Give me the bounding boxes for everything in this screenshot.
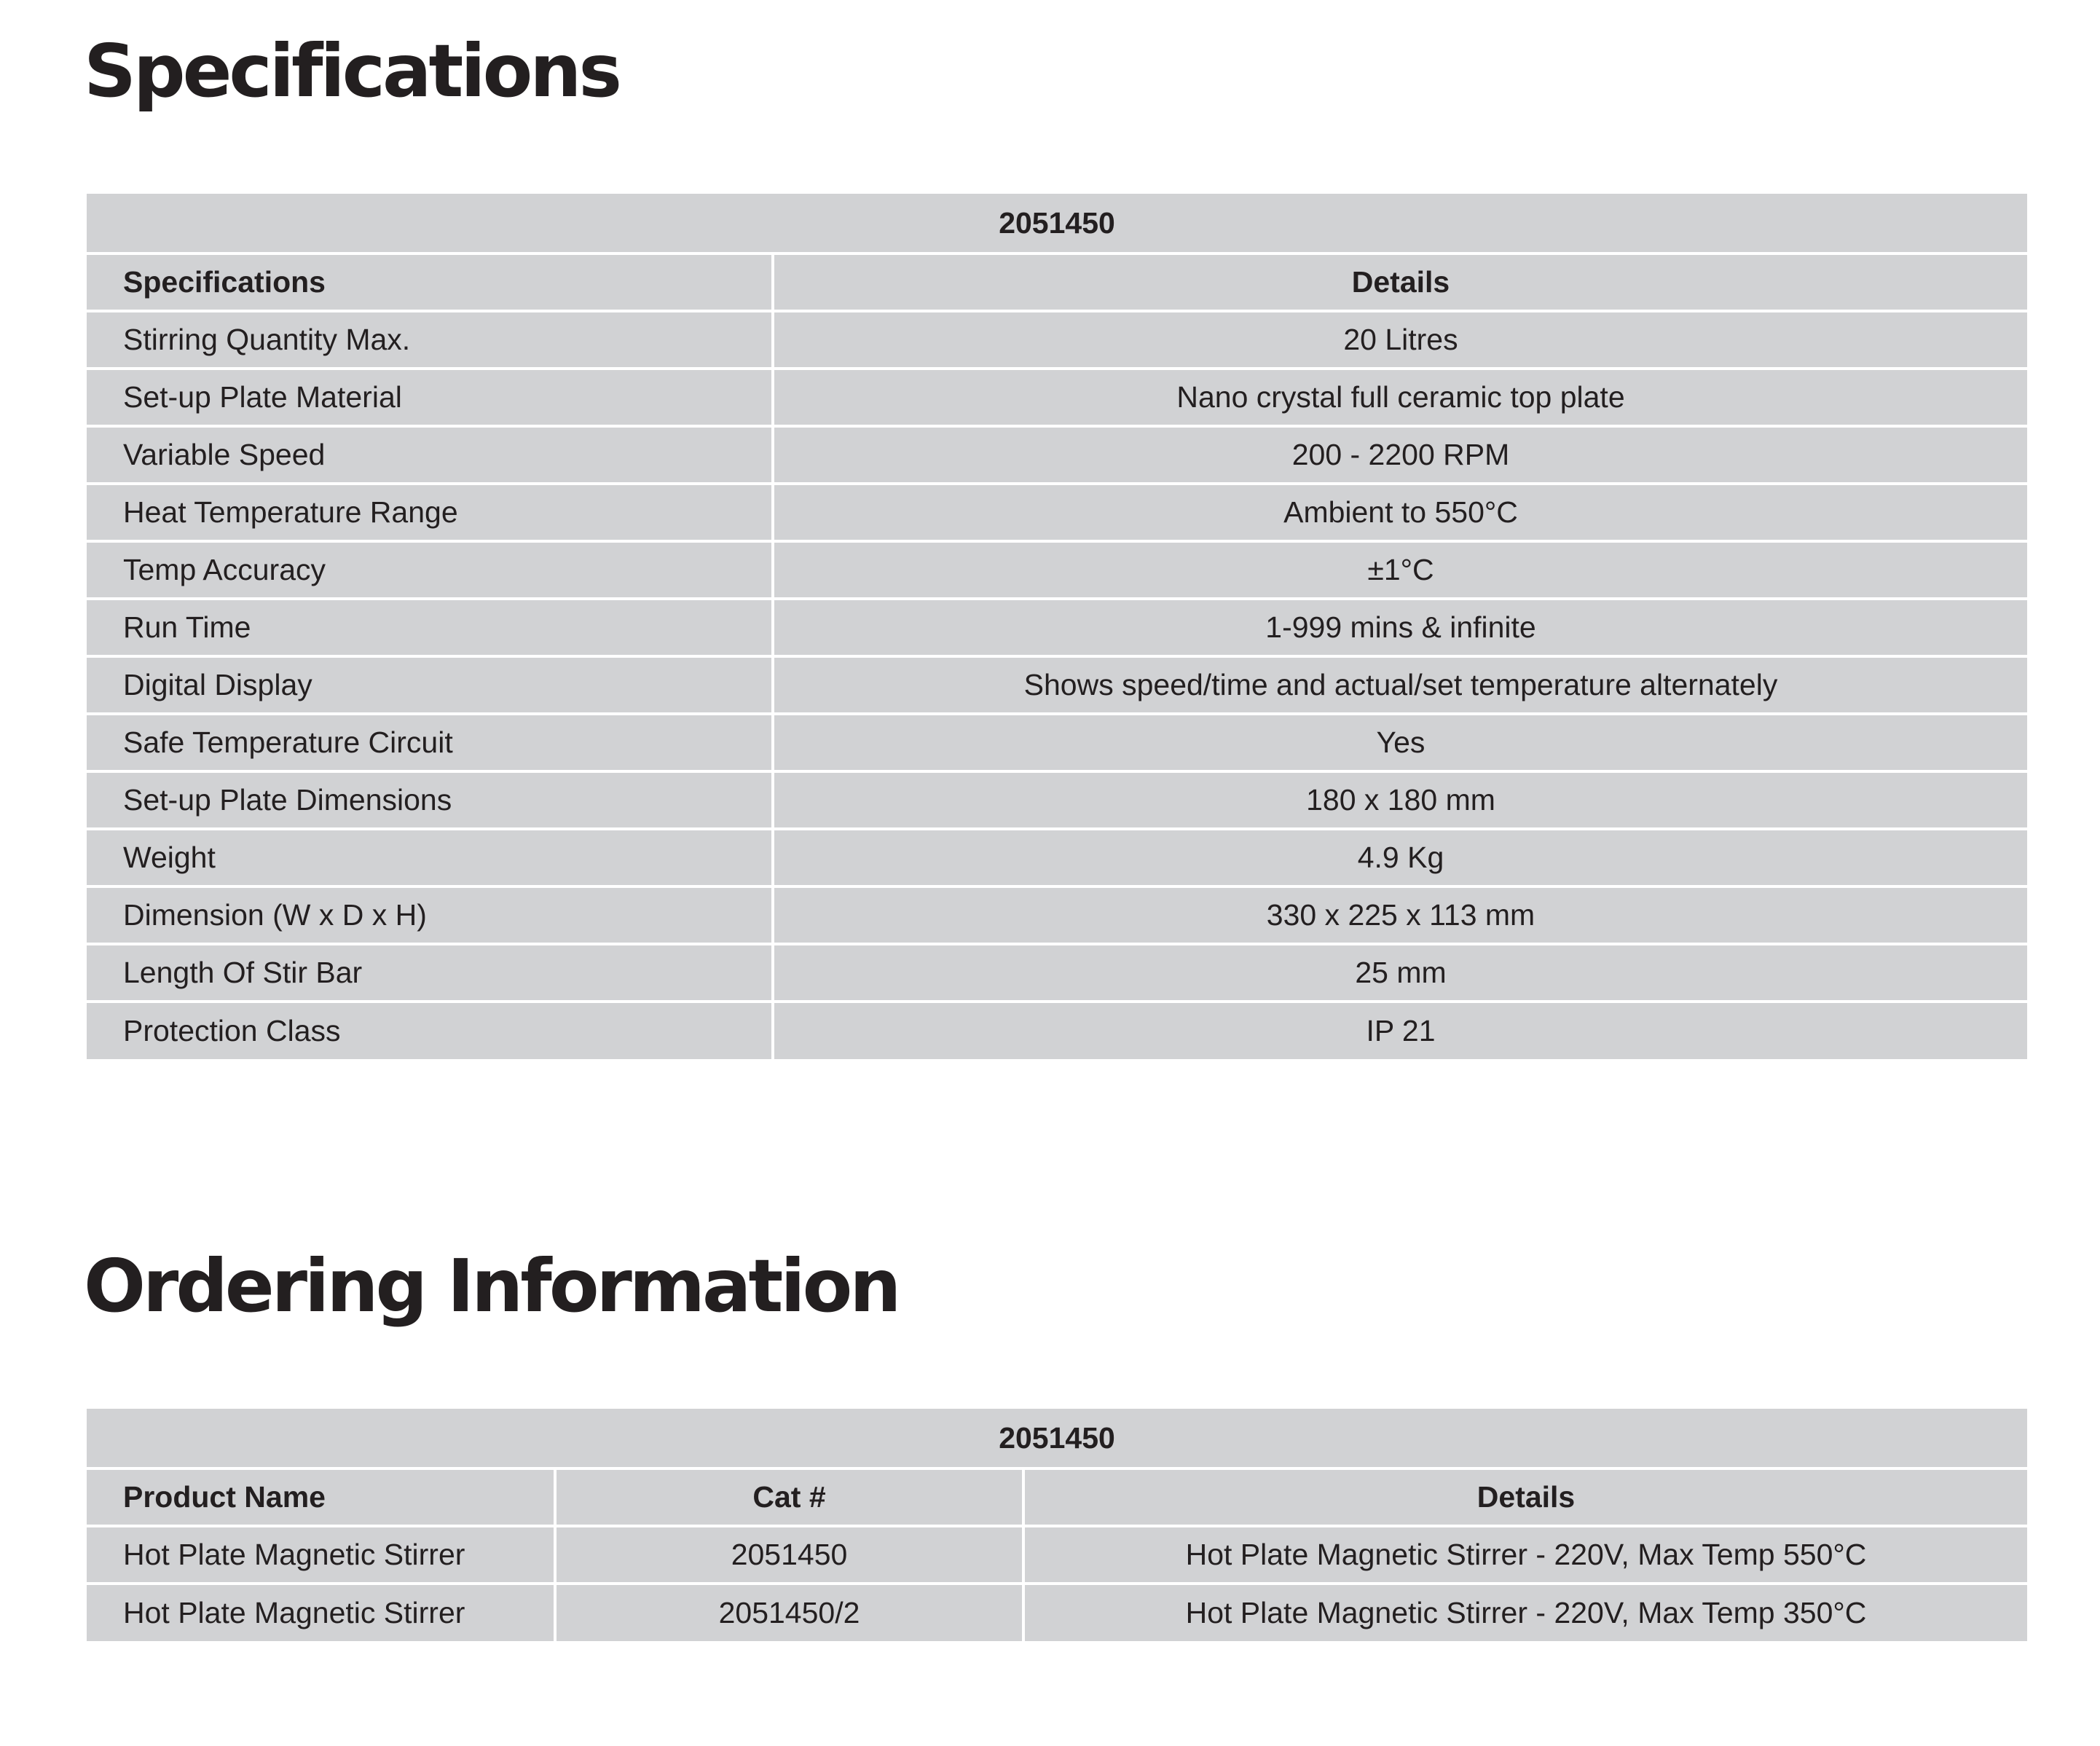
spec-name: Heat Temperature Range bbox=[87, 484, 773, 541]
spec-name: Set-up Plate Material bbox=[87, 369, 773, 426]
spec-name: Length Of Stir Bar bbox=[87, 944, 773, 1002]
spec-name: Protection Class bbox=[87, 1002, 773, 1059]
ordering-table bbox=[87, 1409, 2027, 1641]
table-row bbox=[87, 1584, 2027, 1641]
specifications-table bbox=[87, 194, 2027, 1059]
table-header-row bbox=[87, 1468, 2027, 1526]
spec-detail: Shows speed/time and actual/set temperature alternately bbox=[773, 656, 2027, 714]
specifications-heading: Specifications bbox=[84, 28, 620, 114]
table-row bbox=[87, 714, 2027, 771]
spec-name: Digital Display bbox=[87, 656, 773, 714]
table-row bbox=[87, 1526, 2027, 1584]
spec-detail: IP 21 bbox=[773, 1002, 2027, 1059]
spec-name: Variable Speed bbox=[87, 426, 773, 484]
table-title-row bbox=[87, 194, 2027, 253]
table-row bbox=[87, 886, 2027, 944]
table-title: 2051450 bbox=[87, 1409, 2027, 1468]
spec-detail: 1-999 mins & infinite bbox=[773, 599, 2027, 656]
column-header-specifications: Specifications bbox=[87, 253, 773, 311]
table-row bbox=[87, 1002, 2027, 1059]
table-row bbox=[87, 484, 2027, 541]
column-header-details: Details bbox=[773, 253, 2027, 311]
table-row bbox=[87, 656, 2027, 714]
spec-detail: 25 mm bbox=[773, 944, 2027, 1002]
cat-number: 2051450/2 bbox=[555, 1584, 1023, 1641]
product-name: Hot Plate Magnetic Stirrer bbox=[87, 1584, 555, 1641]
table-row bbox=[87, 369, 2027, 426]
column-header-details: Details bbox=[1023, 1468, 2027, 1526]
product-detail: Hot Plate Magnetic Stirrer - 220V, Max Temp 350°C bbox=[1023, 1584, 2027, 1641]
spec-detail: 330 x 225 x 113 mm bbox=[773, 886, 2027, 944]
product-detail: Hot Plate Magnetic Stirrer - 220V, Max Temp 550°C bbox=[1023, 1526, 2027, 1584]
table-row bbox=[87, 944, 2027, 1002]
table-title-row bbox=[87, 1409, 2027, 1468]
table-row bbox=[87, 829, 2027, 886]
spec-detail: 180 x 180 mm bbox=[773, 771, 2027, 829]
table-row bbox=[87, 426, 2027, 484]
table-row bbox=[87, 771, 2027, 829]
spec-detail: ±1°C bbox=[773, 541, 2027, 599]
spec-name: Set-up Plate Dimensions bbox=[87, 771, 773, 829]
spec-detail: Ambient to 550°C bbox=[773, 484, 2027, 541]
spec-detail: Yes bbox=[773, 714, 2027, 771]
spec-name: Stirring Quantity Max. bbox=[87, 311, 773, 369]
spec-detail: 20 Litres bbox=[773, 311, 2027, 369]
table-row bbox=[87, 541, 2027, 599]
spec-detail: Nano crystal full ceramic top plate bbox=[773, 369, 2027, 426]
column-header-product-name: Product Name bbox=[87, 1468, 555, 1526]
table-row bbox=[87, 311, 2027, 369]
spec-name: Temp Accuracy bbox=[87, 541, 773, 599]
ordering-information-heading: Ordering Information bbox=[84, 1243, 899, 1329]
spec-name: Safe Temperature Circuit bbox=[87, 714, 773, 771]
spec-name: Dimension (W x D x H) bbox=[87, 886, 773, 944]
spec-name: Run Time bbox=[87, 599, 773, 656]
product-name: Hot Plate Magnetic Stirrer bbox=[87, 1526, 555, 1584]
cat-number: 2051450 bbox=[555, 1526, 1023, 1584]
table-row bbox=[87, 599, 2027, 656]
spec-name: Weight bbox=[87, 829, 773, 886]
spec-detail: 4.9 Kg bbox=[773, 829, 2027, 886]
table-header-row bbox=[87, 253, 2027, 311]
column-header-cat-number: Cat # bbox=[555, 1468, 1023, 1526]
table-title: 2051450 bbox=[87, 194, 2027, 253]
spec-detail: 200 - 2200 RPM bbox=[773, 426, 2027, 484]
